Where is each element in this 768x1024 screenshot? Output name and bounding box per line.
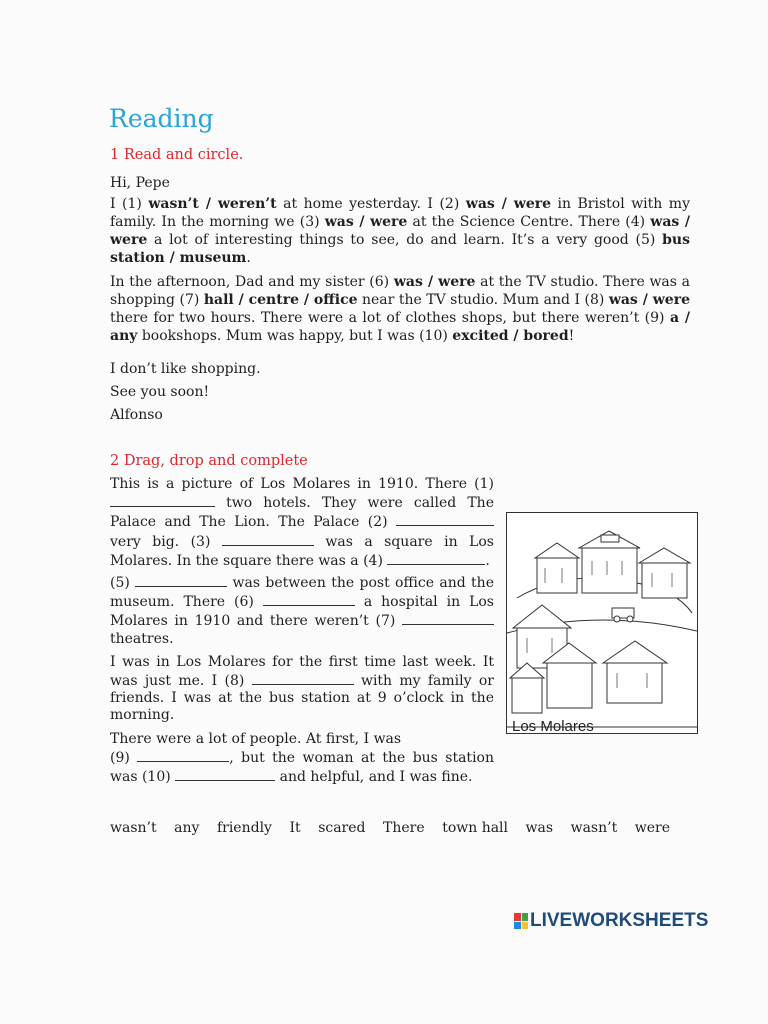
- choice-options[interactable]: was / were: [608, 292, 690, 308]
- word-bank: [110, 820, 670, 836]
- liveworksheets-logo: [514, 910, 708, 932]
- section1-line-1: I don’t like shopping.: [110, 361, 261, 377]
- drop-blank[interactable]: [396, 512, 494, 526]
- choice-options[interactable]: a / any: [110, 310, 690, 344]
- greeting: Hi, Pepe: [110, 175, 170, 191]
- section2-heading: 2 Drag, drop and complete: [110, 453, 308, 469]
- drop-blank[interactable]: [137, 748, 229, 762]
- section2-paragraph-4: There were a lot of people. At first, I was (9) , but the woman at the bus station was (10) and helpful, and I was fine.: [110, 730, 494, 786]
- town-illustration: [507, 513, 697, 733]
- drop-blank[interactable]: [402, 611, 494, 625]
- choice-options[interactable]: excited / bored: [452, 328, 569, 344]
- word-bank-item[interactable]: friendly: [216, 820, 272, 836]
- logo-square-red: [514, 913, 521, 921]
- choice-options[interactable]: hall / centre / office: [203, 292, 358, 308]
- section1-paragraph-2: In the afternoon, Dad and my sister (6) was / were at the TV studio. There was a shopping (7) hall / centre / office near the TV studio. Mum and I (8) was / were there for two hours. There were a lot of clothes shops, but there weren’t (9) a / any bookshops. Mum was happy, but I was (10) excited / bored!: [110, 274, 690, 344]
- logo-icon: [514, 913, 528, 929]
- drop-blank[interactable]: [222, 532, 314, 546]
- choice-options[interactable]: wasn’t / weren’t: [148, 196, 277, 212]
- word-bank-item[interactable]: It: [289, 820, 301, 836]
- choice-options[interactable]: was / were: [393, 274, 476, 290]
- logo-text: LIVEWORKSHEETS: [530, 910, 709, 931]
- word-bank-item[interactable]: wasn’t: [110, 820, 157, 836]
- word-bank-item[interactable]: town hall: [442, 820, 509, 836]
- section2-paragraph-1: This is a picture of Los Molares in 1910. There (1) two hotels. They were called The Palace and The Lion. The Palace (2) very big. (3) was a square in Los Molares. In the square there was a (4) .: [110, 476, 494, 569]
- word-bank-item[interactable]: There: [383, 820, 425, 836]
- word-bank-item[interactable]: wasn’t: [570, 820, 618, 836]
- logo-square-green: [522, 913, 529, 921]
- drop-blank[interactable]: [263, 592, 355, 606]
- picture-caption: Los Molares: [512, 718, 594, 735]
- choice-options[interactable]: was / were: [465, 196, 552, 212]
- section2-text: [110, 476, 494, 786]
- section1-paragraph-1: I (1) wasn’t / weren’t at home yesterday. I (2) was / were in Bristol with my family. In the morning we (3) was / were at the Science Centre. There (4) was / were a lot of interesting things to see, do and learn. It’s a very good (5) bus station / museum.: [110, 196, 691, 266]
- drop-blank[interactable]: [175, 767, 275, 781]
- word-bank-item[interactable]: was: [525, 820, 554, 836]
- word-bank-item[interactable]: were: [634, 820, 670, 836]
- section2-paragraph-2: (5) was between the post office and the museum. There (6) a hospital in Los Molares in 1910 and there weren’t (7) theatres.: [110, 575, 494, 647]
- drop-blank[interactable]: [387, 551, 485, 565]
- drop-blank[interactable]: [135, 573, 227, 587]
- signoff: Alfonso: [110, 407, 163, 423]
- page-title: Reading: [109, 104, 214, 133]
- section1-heading: 1 Read and circle.: [110, 147, 244, 163]
- word-bank-item[interactable]: any: [174, 820, 200, 836]
- choice-options[interactable]: was / were: [324, 214, 408, 230]
- los-molares-picture: [506, 512, 698, 734]
- choice-options[interactable]: bus station / museum: [110, 232, 690, 266]
- drop-blank[interactable]: [252, 671, 354, 685]
- drop-blank[interactable]: [110, 493, 215, 507]
- section2-paragraph-3: I was in Los Molares for the first time last week. It was just me. I (8) with my family or friends. I was at the bus station at 9 o’clock in the morning.: [110, 653, 494, 724]
- word-bank-item[interactable]: scared: [318, 820, 366, 836]
- section1-line-2: See you soon!: [110, 384, 210, 400]
- logo-square-blue: [514, 922, 521, 930]
- choice-options[interactable]: was / were: [110, 214, 691, 248]
- logo-square-yellow: [522, 922, 529, 930]
